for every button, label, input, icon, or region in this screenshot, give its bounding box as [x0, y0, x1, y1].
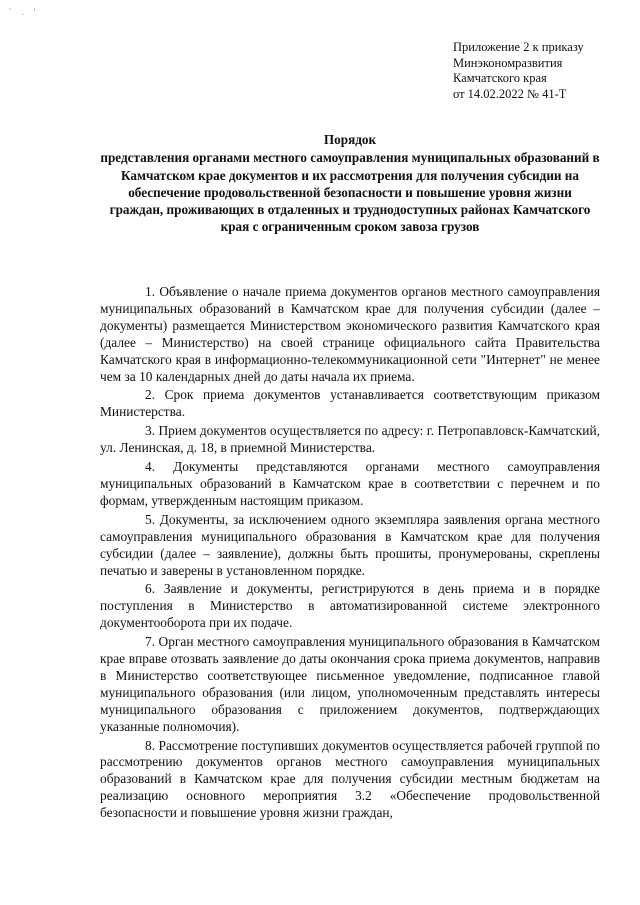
appendix-line: от 14.02.2022 № 41-Т — [453, 86, 567, 101]
appendix-line: Приложение 2 к приказу — [453, 40, 584, 54]
paragraph-7: 7. Орган местного самоуправления муниципального образования в Камчатском крае вправе отозвать заявление до даты окончания срока приема документов, направив в Министерство соответствующее письменное уведомление, подписанное главой муниципального образования (или лицом, уполномоченным представлять интересы муниципального образования с приложением документов, подтверждающих указанные полномочия). — [100, 634, 600, 734]
paragraph-5: 5. Документы, за исключением одного экземпляра заявления органа местного самоуправления муниципального образования в Камчатском крае для получения субсидии (далее – заявление), должны быть прошиты, пронумерованы, скреплены печатью и заверены в установленном порядке. — [100, 511, 600, 578]
paragraph-1: 1. Объявление о начале приема документов органов местного самоуправления муниципальных образований в Камчатском крае для получения субсидии (далее – документы) размещается Министерством экономического развития Камчатского края (далее – Министерство) на своей странице официального сайта Правительства Камчатского края в информационно-телекоммуникационной сети "Интернет" не менее чем за 10 календарных дней до даты начала их приема. — [100, 284, 600, 384]
appendix-line: Минэкономразвития — [453, 55, 563, 70]
appendix-line: Камчатского края — [453, 71, 547, 86]
paragraph-8: 8. Рассмотрение поступивших документов осуществляется рабочей группой по рассмотрению документов органов местного самоуправления муниципальных образований в Камчатском крае для получения субсидии местным бюджетам на реализацию основного мероприятия 3.2 «Обеспечение продовольственной безопасности и повышение уровня жизни граждан, — [100, 737, 600, 821]
document-subtitle: представления органами местного самоуправления муниципальных образований в Камчатском крае документов и их рассмотрения для получения субсидии на обеспечение продовольственной безопасности и повышение уровня жизни граждан, проживающих в отдаленных и труднодоступных районах Камчатского края с ограниченным сроком завоза грузов — [100, 150, 600, 235]
appendix-note — [453, 40, 633, 102]
document-title: Порядок — [323, 132, 377, 147]
paragraph-2: 2. Срок приема документов устанавливается соответствующим приказом Министерства. — [100, 387, 600, 420]
document-body — [100, 284, 600, 824]
paragraph-4: 4. Документы представляются органами местного самоуправления муниципальных образований в Камчатском крае в соответствии с перечнем и по формам, утвержденным настоящим приказом. — [100, 459, 600, 508]
scan-artifact-marks: ` . ' — [8, 8, 39, 18]
paragraph-3: 3. Прием документов осуществляется по адресу: г. Петропавловск-Камчатский, ул. Ленинская, д. 18, в приемной Министерства. — [100, 423, 600, 456]
document-heading — [100, 131, 600, 236]
paragraph-6: 6. Заявление и документы, регистрируются в день приема и в порядке поступления в Министерство в автоматизированной системе электронного документооборота при их подаче. — [100, 581, 600, 631]
